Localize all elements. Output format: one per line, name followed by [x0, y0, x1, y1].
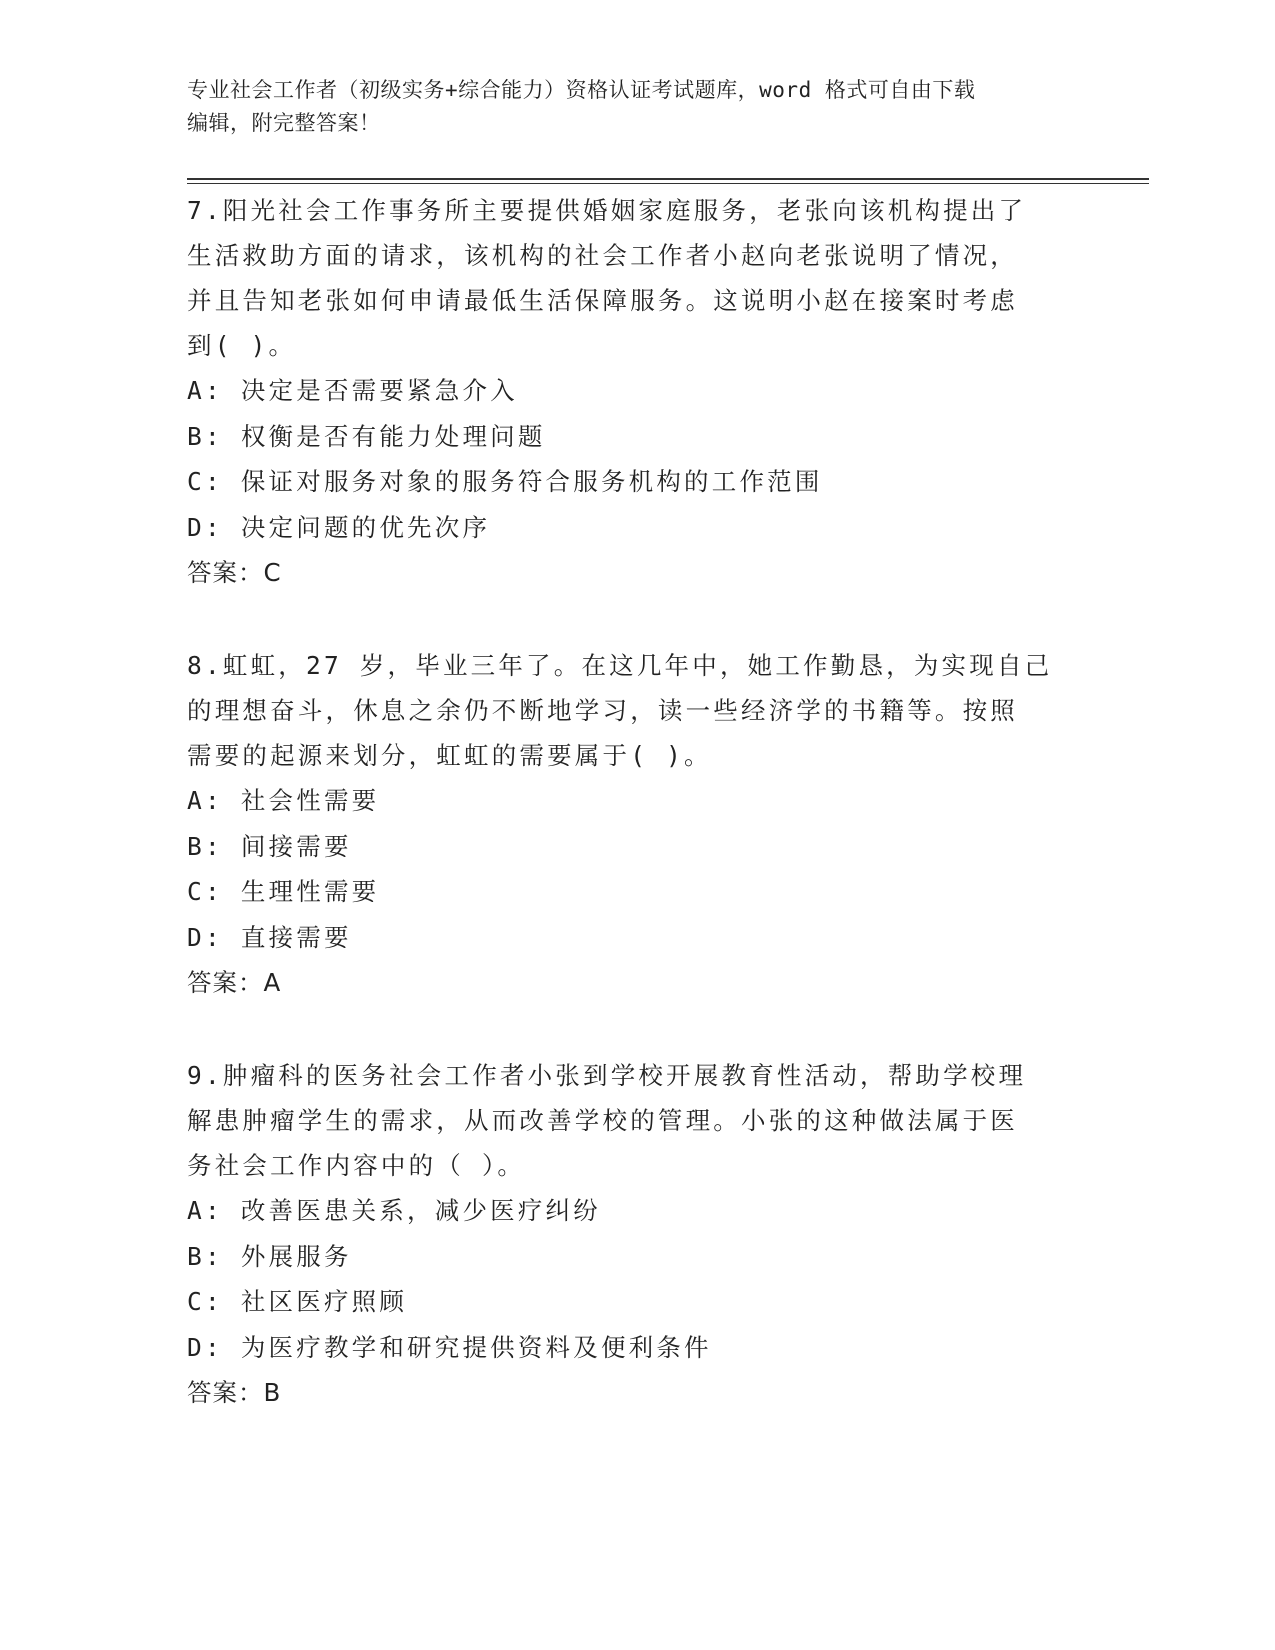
option-d: D: 为医疗教学和研究提供资料及便利条件 — [187, 1332, 712, 1362]
header-divider-thin — [187, 183, 1149, 184]
option-c: C: 社区医疗照顾 — [187, 1287, 408, 1316]
question-stem-line: 9.肿瘤科的医务社会工作者小张到学校开展教育性活动，帮助学校理 — [187, 1061, 1027, 1090]
option-d: D: 直接需要 — [187, 922, 352, 952]
header-line-1: 专业社会工作者（初级实务+综合能力）资格认证考试题库，word 格式可自由下载 — [187, 78, 976, 102]
question-stem-line: 7.阳光社会工作事务所主要提供婚姻家庭服务，老张向该机构提出了 — [187, 196, 1027, 225]
option-a: A: 改善医患关系，减少医疗纠纷 — [187, 1196, 601, 1225]
header-line-2: 编辑，附完整答案！ — [187, 111, 381, 135]
option-c: C: 保证对服务对象的服务符合服务机构的工作范围 — [187, 467, 823, 496]
answer-line: 答案：C — [187, 558, 282, 587]
question-stem — [187, 1053, 1057, 1188]
question-stem — [187, 188, 1057, 368]
option-a: A: 决定是否需要紧急介入 — [187, 376, 518, 405]
question-stem-line: 需要的起源来划分，虹虹的需要属于( )。 — [187, 741, 712, 770]
header-divider-thick — [187, 178, 1149, 180]
question-9 — [187, 1053, 1057, 1415]
question-stem-line: 到( )。 — [187, 331, 297, 360]
question-stem-line: 并且告知老张如何申请最低生活保障服务。这说明小赵在接案时考虑 — [187, 286, 1018, 315]
question-stem — [187, 643, 1057, 778]
question-stem-line: 生活救助方面的请求，该机构的社会工作者小赵向老张说明了情况， — [187, 241, 1018, 270]
answer-line: 答案：B — [187, 1378, 282, 1407]
document-header — [187, 74, 1087, 140]
question-stem-line: 的理想奋斗，休息之余仍不断地学习，读一些经济学的书籍等。按照 — [187, 696, 1018, 725]
option-d: D: 决定问题的优先次序 — [187, 512, 491, 542]
question-8 — [187, 643, 1057, 1005]
option-b: B: 权衡是否有能力处理问题 — [187, 421, 546, 451]
question-stem-line: 8.虹虹，27 岁，毕业三年了。在这几年中，她工作勤恳，为实现自己 — [187, 651, 1053, 680]
option-a: A: 社会性需要 — [187, 786, 380, 815]
option-c: C: 生理性需要 — [187, 877, 380, 906]
question-stem-line: 解患肿瘤学生的需求，从而改善学校的管理。小张的这种做法属于医 — [187, 1106, 1018, 1135]
option-b: B: 间接需要 — [187, 831, 352, 861]
answer-line: 答案：A — [187, 968, 282, 997]
question-7 — [187, 188, 1057, 595]
question-stem-line: 务社会工作内容中的（ ）。 — [187, 1151, 526, 1180]
option-b: B: 外展服务 — [187, 1241, 352, 1271]
